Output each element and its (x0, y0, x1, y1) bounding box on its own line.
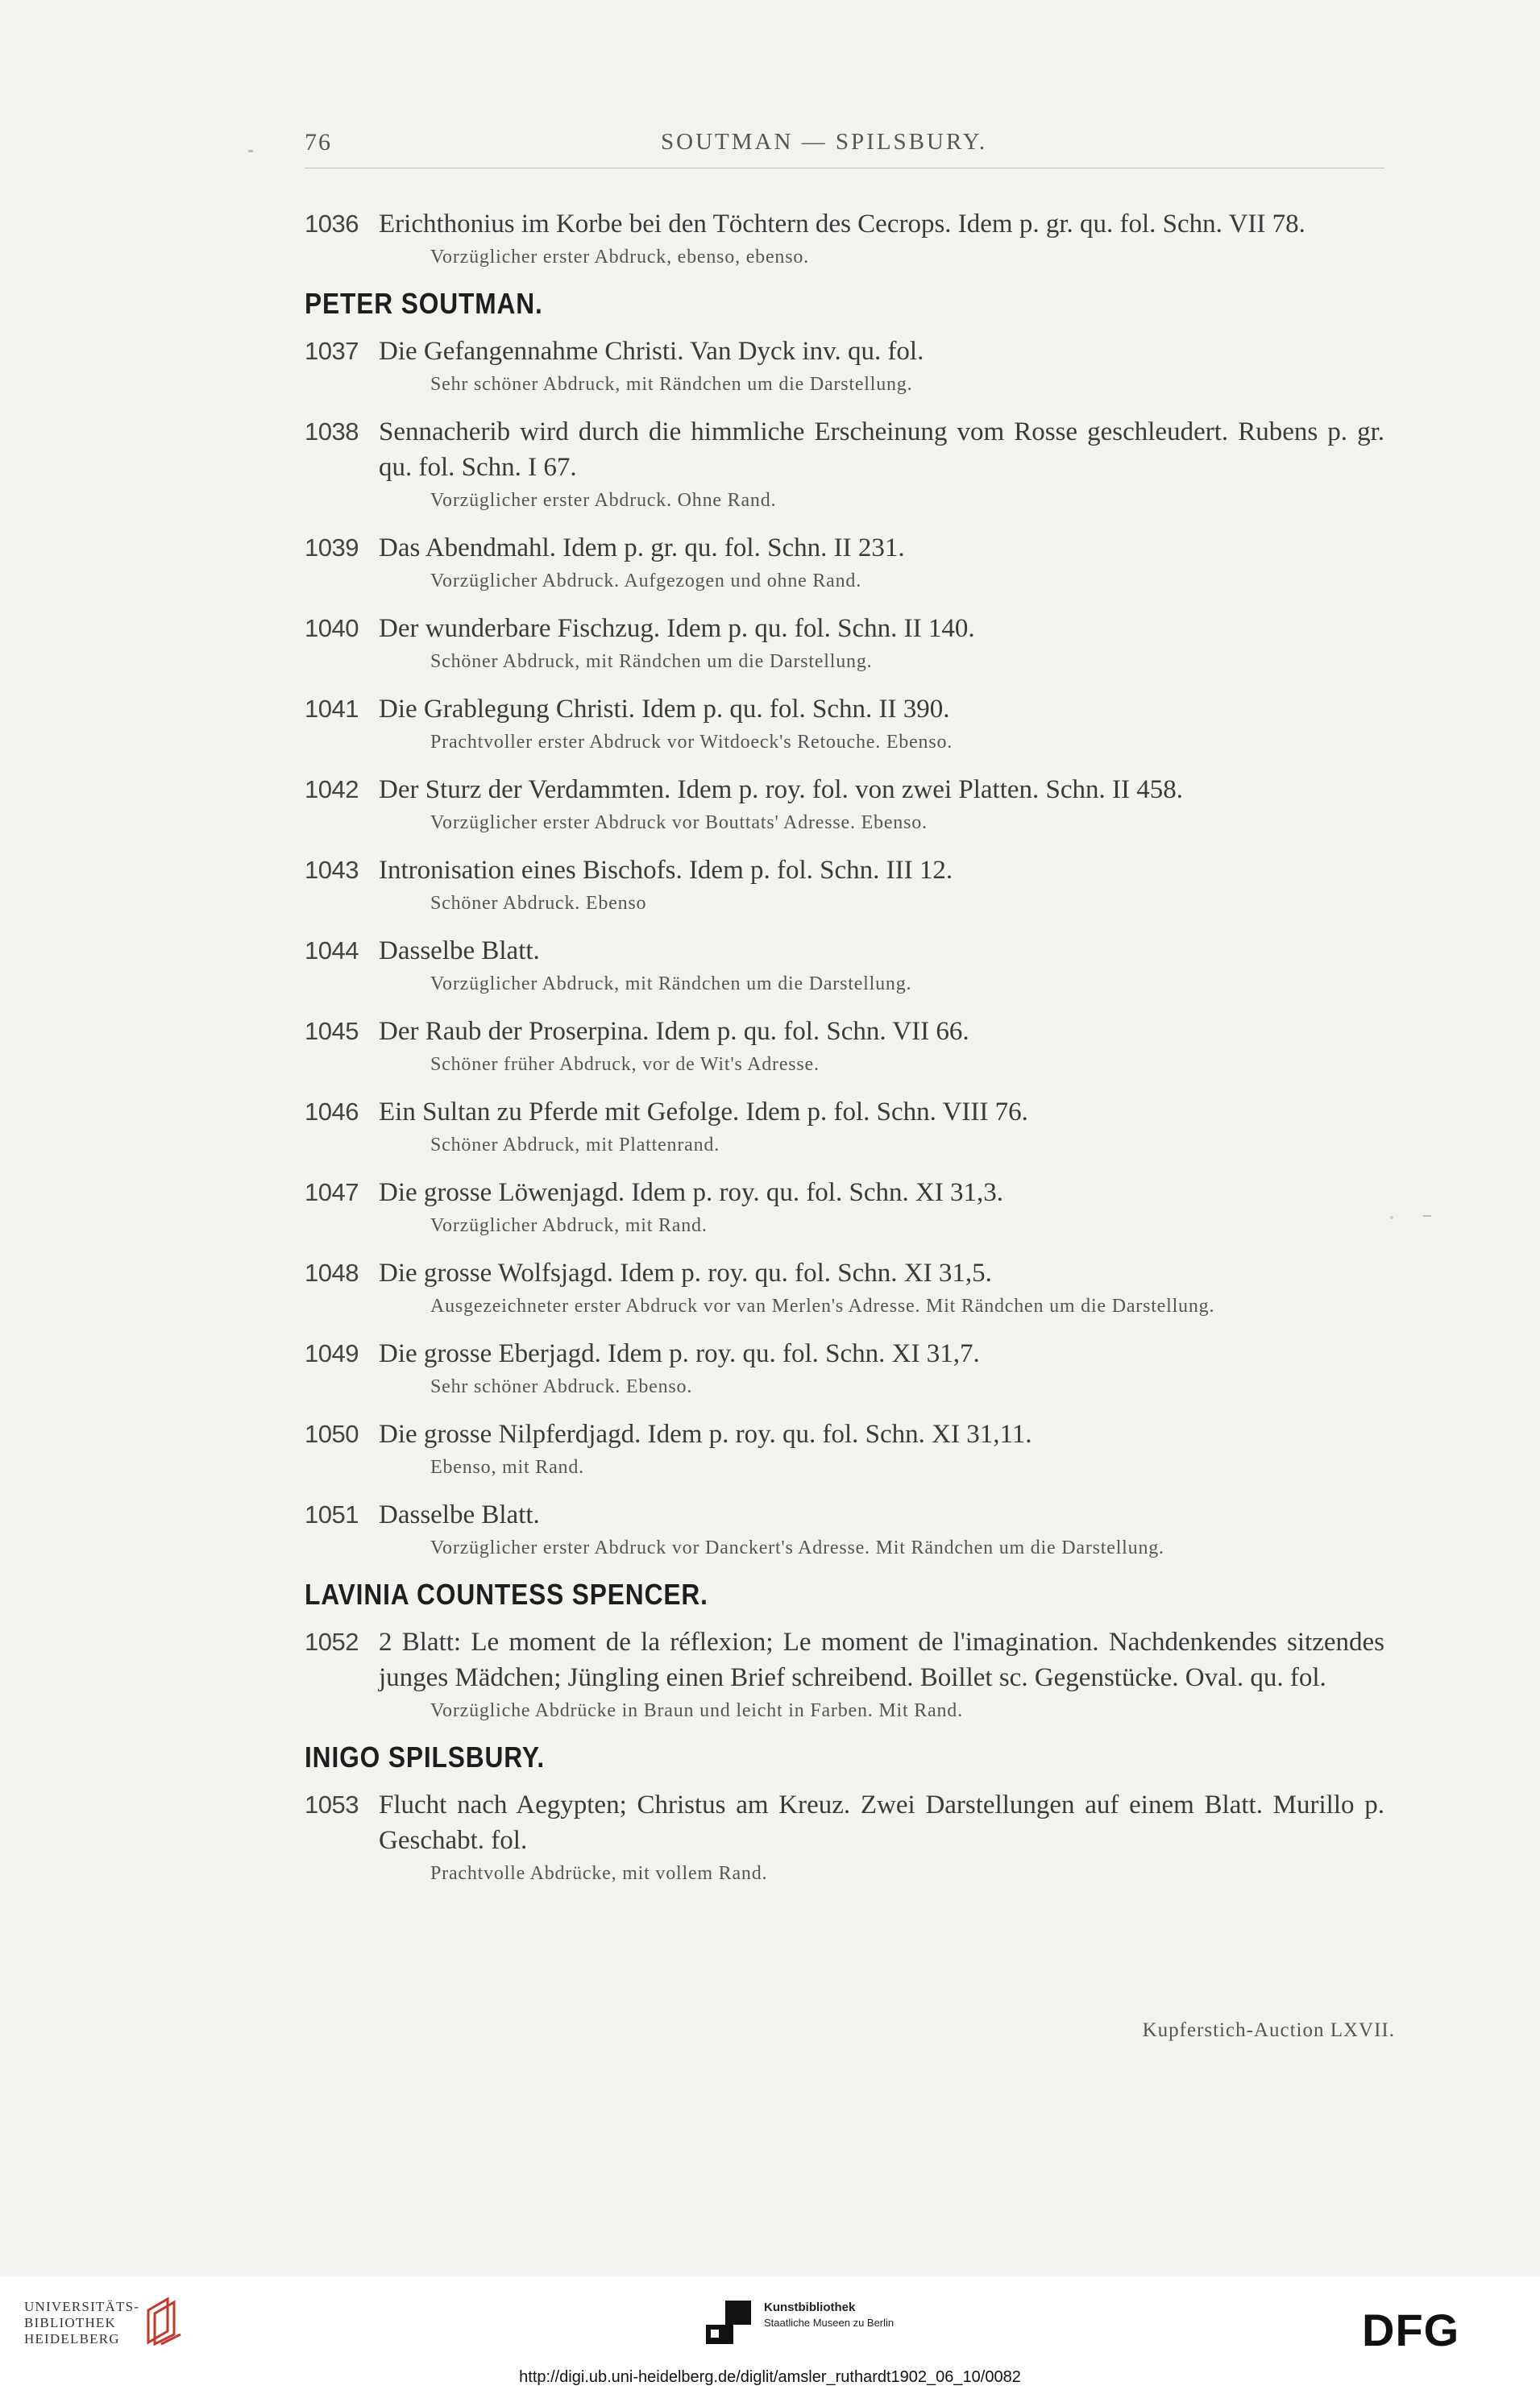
lot-condition-note: Vorzüglicher Abdruck. Aufgezogen und ohne Rand. (430, 571, 862, 591)
catalogue-entry (305, 1255, 1384, 1320)
dfg-logo[interactable]: DFG (1362, 2305, 1460, 2355)
catalogue-entry (305, 853, 1384, 917)
page-speck (1423, 1215, 1431, 1217)
lot-condition-note: Ebenso, mit Rand. (430, 1457, 584, 1478)
page-speck (1390, 1216, 1393, 1219)
lot-title: Der Sturz der Verdammten. Idem p. roy. fol. von zwei Platten. Schn. II 458. (379, 775, 1184, 804)
lot-title: Die grosse Löwenjagd. Idem p. roy. qu. fol. Schn. XI 31,3. (379, 1178, 1004, 1207)
lot-title: Erichthonius im Korbe bei den Töchtern des Cecrops. Idem p. gr. qu. fol. Schn. VII 78. (379, 210, 1305, 239)
lot-condition-note: Schöner Abdruck, mit Plattenrand. (430, 1135, 720, 1156)
lot-number: 1042 (305, 775, 359, 803)
lot-condition-note: Prachtvolle Abdrücke, mit vollem Rand. (430, 1863, 768, 1884)
kunstbibliothek-logo-icon[interactable] (703, 2301, 754, 2346)
lot-title: Sennacherib wird durch die himmliche Erscheinung vom Rosse geschleudert. Rubens p. gr. qu. fol. Schn. I 67. (379, 417, 1384, 482)
source-url[interactable]: http://digi.ub.uni-heidelberg.de/diglit/amsler_ruthardt1902_06_10/0082 (519, 2368, 1021, 2386)
lot-number: 1050 (305, 1420, 359, 1448)
kunstbibliothek-name: Kunstbibliothek (764, 2301, 856, 2314)
lot-condition-note: Vorzüglicher erster Abdruck. Ohne Rand. (430, 490, 777, 511)
lot-title: Ein Sultan zu Pferde mit Gefolge. Idem p. fol. Schn. VIII 76. (379, 1097, 1028, 1127)
catalogue-entry (305, 414, 1384, 514)
catalogue-entry (305, 772, 1384, 836)
university-line: BIBLIOTHEK (24, 2315, 116, 2330)
lot-condition-note: Vorzüglicher Abdruck, mit Rändchen um die Darstellung. (430, 973, 912, 994)
catalogue-entry (305, 1014, 1384, 1078)
lot-title: Die grosse Eberjagd. Idem p. roy. qu. fol. Schn. XI 31,7. (379, 1339, 980, 1368)
catalogue-entry (305, 933, 1384, 998)
catalogue-entry (305, 1497, 1384, 1562)
catalogue-entry (305, 1417, 1384, 1481)
lot-condition-note: Vorzüglicher erster Abdruck vor Danckert's Adresse. Mit Rändchen um die Darstellung. (430, 1537, 1164, 1558)
catalogue-entry (305, 206, 1384, 271)
lot-title: Dasselbe Blatt. (379, 1500, 540, 1529)
lot-title: Die grosse Wolfsjagd. Idem p. roy. qu. fol. Schn. XI 31,5. (379, 1259, 992, 1288)
lot-number: 1044 (305, 936, 359, 965)
lot-number: 1047 (305, 1178, 359, 1206)
kunstbibliothek-subtitle: Staatliche Museen zu Berlin (764, 2317, 895, 2329)
lot-condition-note: Vorzüglicher Abdruck, mit Rand. (430, 1215, 708, 1236)
lot-condition-note: Sehr schöner Abdruck. Ebenso. (430, 1376, 693, 1397)
running-title: SOUTMAN — SPILSBURY. (661, 129, 988, 155)
catalogue-entry (305, 530, 1384, 595)
lot-condition-note: Vorzüglicher erster Abdruck vor Bouttats' Adresse. Ebenso. (430, 812, 928, 833)
lot-title: Die Grablegung Christi. Idem p. qu. fol. Schn. II 390. (379, 695, 950, 724)
lot-title: Der wunderbare Fischzug. Idem p. qu. fol. Schn. II 140. (379, 614, 975, 643)
lot-title: Das Abendmahl. Idem p. gr. qu. fol. Schn. II 231. (379, 533, 905, 562)
lot-number: 1043 (305, 856, 359, 884)
lot-title: Die Gefangennahme Christi. Van Dyck inv. qu. fol. (379, 337, 924, 366)
lot-number: 1051 (305, 1500, 359, 1529)
lot-condition-note: Schöner früher Abdruck, vor de Wit's Adresse. (430, 1054, 820, 1075)
lot-number: 1037 (305, 337, 359, 365)
lot-number: 1045 (305, 1017, 359, 1045)
section-heading: LAVINIA COUNTESS SPENCER. (305, 1578, 708, 1611)
lot-number: 1052 (305, 1628, 359, 1656)
lot-title: Intronisation eines Bischofs. Idem p. fol. Schn. III 12. (379, 856, 953, 885)
lot-condition-note: Ausgezeichneter erster Abdruck vor van Merlen's Adresse. Mit Rändchen um die Darstellung. (430, 1296, 1215, 1317)
university-line: UNIVERSITÄTS- (24, 2299, 140, 2314)
section-heading: PETER SOUTMAN. (305, 287, 543, 320)
lot-title: Der Raub der Proserpina. Idem p. qu. fol. Schn. VII 66. (379, 1017, 969, 1046)
lot-condition-note: Schöner Abdruck. Ebenso (430, 893, 647, 914)
lot-title: Dasselbe Blatt. (379, 936, 540, 965)
lot-title: Flucht nach Aegypten; Christus am Kreuz. Zwei Darstellungen auf einem Blatt. Murillo p. Geschabt. fol. (379, 1790, 1384, 1855)
lot-condition-note: Vorzüglicher erster Abdruck, ebenso, ebenso. (430, 247, 809, 268)
lot-number: 1046 (305, 1097, 359, 1126)
catalogue-entry (305, 1175, 1384, 1239)
catalogue-entry (305, 1624, 1384, 1724)
lot-number: 1040 (305, 614, 359, 642)
lot-number: 1039 (305, 533, 359, 562)
page-number: 76 (305, 129, 332, 156)
signature-line: Kupferstich-Auction LXVII. (1142, 2019, 1395, 2041)
catalogue-entry (305, 1787, 1384, 1887)
lot-number: 1036 (305, 210, 359, 238)
lot-condition-note: Sehr schöner Abdruck, mit Rändchen um die Darstellung. (430, 374, 913, 395)
page-speck (248, 150, 253, 152)
catalogue-entry (305, 691, 1384, 756)
catalogue-entry (305, 1336, 1384, 1400)
catalogue-entry (305, 1094, 1384, 1159)
lot-number: 1041 (305, 695, 359, 723)
lot-number: 1038 (305, 417, 359, 446)
lot-number: 1053 (305, 1790, 359, 1819)
lot-condition-note: Prachtvoller erster Abdruck vor Witdoeck's Retouche. Ebenso. (430, 732, 953, 753)
catalogue-entry (305, 334, 1384, 398)
lot-title: Die grosse Nilpferdjagd. Idem p. roy. qu. fol. Schn. XI 31,11. (379, 1420, 1032, 1449)
lot-number: 1048 (305, 1259, 359, 1287)
catalogue-content (305, 206, 1384, 1903)
university-library-name[interactable] (24, 2299, 139, 2347)
university-line: HEIDELBERG (24, 2331, 120, 2346)
lot-title: 2 Blatt: Le moment de la réflexion; Le moment de l'imagination. Nachdenkendes sitzendes junges Mädchen; Jüngling einen Brief schreibend. Boillet sc. Gegenstücke. Oval. qu. fol. (379, 1628, 1384, 1692)
section-heading: INIGO SPILSBURY. (305, 1741, 546, 1774)
catalogue-entry (305, 611, 1384, 675)
footer-bar (0, 2276, 1540, 2390)
lot-number: 1049 (305, 1339, 359, 1367)
lot-condition-note: Schöner Abdruck, mit Rändchen um die Darstellung. (430, 651, 873, 672)
university-logo-icon[interactable] (143, 2296, 185, 2346)
lot-condition-note: Vorzügliche Abdrücke in Braun und leicht in Farben. Mit Rand. (430, 1700, 963, 1721)
